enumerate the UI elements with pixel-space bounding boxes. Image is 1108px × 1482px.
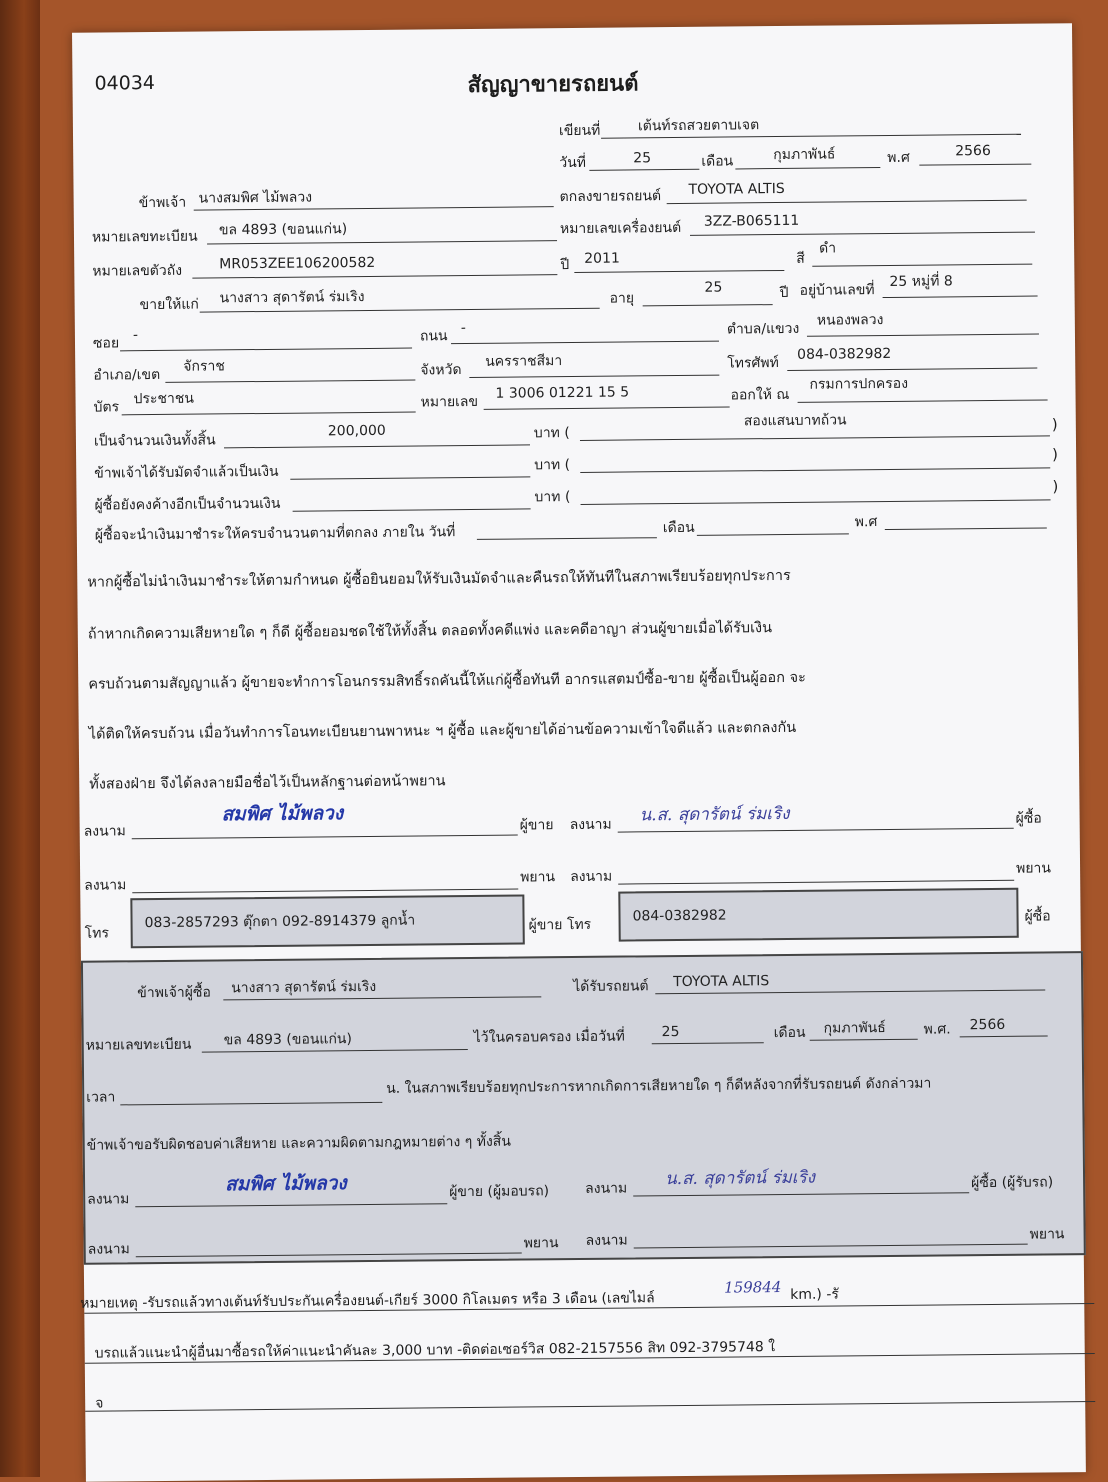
possess-date-label: ไว้ในครอบครอง เมื่อวันที่ (473, 1028, 625, 1046)
seller-deliver-label: ผู้ขาย (ผู้มอบรถ) (449, 1183, 550, 1201)
sign-label-seller: ลงนาม (83, 823, 126, 840)
id-value: 1 3006 01221 15 5 (495, 384, 630, 402)
document-number: 04034 (94, 72, 156, 95)
district-line (165, 380, 415, 383)
written-at-value: เต้นท์รถสวยตาบเจต (637, 117, 760, 135)
terms-line-4: ได้ติดให้ครบถ้วน เมื่อวันทำการโอนทะเบียนยานพาหนะ ฯ ผู้ซื้อ และผู้ขายได้อ่านข้อความเข้าใจดีแล้ว และตกลงกัน (88, 719, 797, 743)
engine-line (690, 232, 1035, 236)
witness-2-line (618, 880, 1014, 885)
buyer-phone-box (618, 888, 1018, 942)
remaining-baht-label: บาท ( (534, 489, 571, 506)
due-date-label: ผู้ซื้อจะนำเงินมาชำระให้ครบจำนวนตามที่ตกลง ภายใน วันที่ (94, 524, 456, 544)
subdistrict-line (807, 334, 1039, 337)
condition-text: น. ในสภาพเรียบร้อยทุกประการหากเกิดการเสียหายใด ๆ ก็ดีหลังจากที่รับรถยนต์ ดังกล่าวมา (386, 1075, 932, 1097)
phone-line (787, 368, 1037, 371)
age-label: อายุ (609, 290, 635, 307)
receipt-sign-label-buyer: ลงนาม (585, 1180, 628, 1197)
total-text-line (580, 435, 1050, 441)
deposit-line (290, 476, 530, 479)
terms-line-1: หากผู้ซื้อไม่นำเงินมาชำระให้ตามกำหนด ผู้ซื้อยินยอมให้รับเงินมัดจำและคืนรถให้ทันทีในสภาพเรียบร้อยทุกประการ (87, 567, 791, 591)
engine-label: หมายเลขเครื่องยนต์ (559, 219, 682, 238)
terms-line-3: ครบถ้วนตามสัญญาแล้ว ผู้ขายจะทำการโอนกรรมสิทธิ์รถคันนี้ให้แก่ผู้ซื้อทันที อากรแสตมป์ซื้อ-ขาย ผู้ซื้อเป็นผู้ออก จะ (88, 669, 806, 693)
deposit-label: ข้าพเจ้าได้รับมัดจำแล้วเป็นเงิน (94, 463, 279, 482)
phone-label: โทรศัพท์ (727, 355, 779, 372)
receipt-sign-label-seller: ลงนาม (87, 1191, 130, 1208)
possess-month-label: เดือน (773, 1024, 806, 1042)
remarks-line-2: บรถแล้วแนะนำผู้อื่นมาซื้อรถให้ค่าแนะนำคันละ 3,000 บาท -ติดต่อเซอร์วิส 082-2157556 สิท 092-3795748 ใ (94, 1339, 776, 1362)
receipt-witness-2-label: พยาน (1029, 1226, 1065, 1243)
total-value: 200,000 (327, 422, 386, 440)
soi-label: ซอย (92, 335, 120, 352)
date-day-line (589, 169, 699, 171)
phone-value: 084-0382982 (797, 345, 892, 363)
date-day-label: วันที่ (559, 154, 587, 172)
sign-label-buyer: ลงนาม (569, 816, 612, 834)
receipt-witness-1-line (136, 1253, 522, 1258)
remarks-line-1a: หมายเหตุ -รับรถแล้วทางเต้นท์รับประกันเครื่องยนต์-เกียร์ 3000 กิโลเมตร หรือ 3 เดือน (เลขไมล์ (80, 1290, 655, 1312)
seller-sign-line (132, 835, 518, 840)
document-title: สัญญาขายรถยนต์ (467, 71, 639, 99)
date-year-line (919, 164, 1031, 166)
sell-to-line (200, 308, 600, 313)
remaining-line (293, 508, 531, 511)
issued-value: กรมการปกครอง (809, 375, 909, 393)
province-value: นครราชสีมา (485, 353, 563, 370)
terms-line-2: ถ้าหากเกิดความเสียหายใด ๆ ก็ดี ผู้ซื้อยอมชดใช้ให้ทั้งสิ้น ตลอดทั้งคดีแพ่ง และคดีอาญา ส่วนผู้ขายเมื่อได้รับเงิน (87, 620, 773, 643)
car-year-line (574, 270, 784, 273)
receipt-witness-2-line (634, 1244, 1028, 1249)
deposit-text-line (580, 467, 1050, 473)
possess-day-value: 25 (661, 1024, 680, 1041)
possess-year-line (960, 1035, 1048, 1037)
received-car-value: TOYOTA ALTIS (673, 973, 770, 991)
car-model: TOYOTA ALTIS (688, 180, 785, 198)
reg-value: ขล 4893 (ขอนแก่น) (218, 221, 348, 239)
deposit-close-paren: ) (1052, 445, 1059, 464)
receipt-buyer-label: ข้าพเจ้าผู้ซื้อ (137, 984, 211, 1002)
date-month-label: เดือน (701, 153, 734, 170)
buyer-phone-value: 084-0382982 (632, 907, 727, 925)
remaining-text-line (581, 499, 1051, 505)
years-label: ปี (779, 284, 789, 302)
due-year-line (885, 527, 1047, 530)
id-label: หมายเลข (420, 393, 479, 411)
province-line (469, 375, 719, 378)
province-label: จังหวัด (420, 362, 462, 379)
due-month-label: เดือน (662, 519, 695, 537)
sign-label-witness-1: ลงนาม (84, 877, 127, 894)
chassis-line (192, 274, 557, 279)
seller-phone-label: ผู้ขาย โทร (528, 916, 592, 934)
remarks-line-3-rule (85, 1401, 1095, 1412)
remarks-line-1b: km.) -รั (790, 1286, 839, 1303)
seller-phones-box (130, 894, 524, 948)
house-label: อยู่บ้านเลขที่ (799, 282, 875, 299)
issued-label: ออกให้ ณ (730, 386, 790, 404)
car-receipt-section (81, 951, 1086, 1265)
car-color-value: ดำ (819, 240, 837, 257)
due-year-label: พ.ศ (854, 514, 878, 531)
issued-line (798, 399, 1048, 402)
soi-line (120, 348, 412, 352)
road-line (451, 341, 719, 345)
age-value: 25 (704, 279, 723, 296)
age-line (643, 304, 773, 306)
phones-label: โทร (84, 925, 110, 942)
card-label: บัตร (93, 399, 120, 416)
reg-label: หมายเลขทะเบียน (91, 228, 198, 246)
car-color-line (812, 264, 1032, 267)
buyer-role-label: ผู้ซื้อ (1015, 810, 1042, 827)
possess-year-value: 2566 (969, 1016, 1006, 1034)
receipt-sign-label-witness-2: ลงนาม (585, 1232, 628, 1249)
due-month-line (697, 533, 849, 535)
seller-name: นางสมพิศ ไม้พลวง (198, 189, 313, 207)
card-value: ประชาชน (133, 390, 194, 408)
agree-sell-line (667, 200, 1027, 204)
receipt-witness-1-label: พยาน (523, 1235, 559, 1252)
card-line (122, 412, 416, 416)
time-label: เวลา (86, 1089, 116, 1106)
road-value: - (460, 320, 467, 337)
witness-2-label: พยาน (1016, 860, 1052, 877)
buyer-receive-label: ผู้ซื้อ (ผู้รับรถ) (971, 1174, 1054, 1192)
deposit-baht-label: บาท ( (534, 457, 571, 474)
witness-1-label: พยาน (520, 869, 556, 886)
received-car-label: ได้รับรถยนต์ (573, 978, 649, 996)
total-close-paren: ) (1051, 415, 1058, 434)
engine-value: 3ZZ-B065111 (703, 212, 800, 230)
subdistrict-value: หนองพลวง (816, 312, 884, 329)
car-year-label: ปี (560, 257, 570, 274)
house-line (883, 296, 1038, 298)
remarks-line-3: จ (95, 1395, 104, 1412)
remaining-label: ผู้ซื้อยังคงค้างอีกเป็นจำนวนเงิน (94, 495, 281, 514)
seller-signature: สมพิศ ไม้พลวง (221, 802, 344, 826)
sell-to-label: ขายให้แก่ (139, 296, 199, 314)
subdistrict-label: ตำบล/แขวง (726, 320, 800, 338)
buyer-phone-label: ผู้ซื้อ (1024, 908, 1051, 925)
reg-line (207, 240, 557, 244)
receipt-sign-label-witness-1: ลงนาม (87, 1241, 130, 1258)
receipt-reg-value: ขล 4893 (ขอนแก่น) (223, 1031, 353, 1049)
district-value: จักราช (183, 358, 225, 375)
terms-line-5: ทั้งสองฝ่าย จึงได้ลงลายมือชื่อไว้เป็นหลักฐานต่อหน้าพยาน (89, 773, 446, 793)
soi-value: - (132, 327, 139, 344)
date-month-value: กุมภาพันธ์ (773, 146, 836, 164)
seller-phones-value: 083-2857293 ตุ๊กตา 092-8914379 ลูกน้ำ (144, 912, 416, 932)
id-line (484, 407, 730, 410)
district-label: อำเภอ/เขต (93, 366, 161, 384)
road-label: ถนน (419, 328, 448, 345)
agree-sell-label: ตกลงขายรถยนต์ (559, 188, 662, 206)
house-value: 25 หมู่ที่ 8 (889, 273, 953, 290)
total-label: เป็นจำนวนเงินทั้งสิ้น (93, 432, 216, 450)
date-year-label: พ.ศ (887, 149, 910, 166)
buyer-sign-line (618, 828, 1014, 833)
remaining-close-paren: ) (1052, 477, 1059, 496)
chassis-value: MR053ZEE106200582 (219, 254, 376, 273)
mileage-value: 159844 (724, 1278, 782, 1297)
contract-paper (72, 23, 1086, 1482)
date-month-line (735, 167, 880, 169)
liability-text: ข้าพเจ้าขอรับผิดชอบค่าเสียหาย และความผิดตามกฎหมายต่าง ๆ ทั้งสิ้น (86, 1133, 511, 1154)
receipt-reg-label: หมายเลขทะเบียน (85, 1036, 192, 1054)
total-baht-label: บาท ( (533, 425, 570, 442)
receipt-seller-signature: สมพิศ ไม้พลวง (224, 1172, 347, 1196)
total-line (224, 444, 530, 448)
possess-month-line (810, 1039, 918, 1041)
seller-role-label: ผู้ขาย (519, 817, 554, 834)
receipt-buyer-signature: น.ส. สุดารัตน์ ร่มเริง (664, 1167, 816, 1190)
date-day-value: 25 (633, 150, 652, 167)
receipt-buyer-line (223, 996, 541, 1000)
seller-label: ข้าพเจ้า (138, 194, 187, 212)
sign-label-witness-2: ลงนาม (570, 868, 613, 886)
possess-year-label: พ.ศ. (923, 1021, 951, 1038)
time-line (120, 1102, 382, 1106)
receipt-buyer-name: นางสาว สุดารัตน์ ร่มเริง (231, 978, 377, 997)
car-year-value: 2011 (584, 250, 620, 267)
total-text-value: สองแสนบาทถ้วน (743, 412, 847, 430)
possess-day-line (652, 1042, 764, 1044)
buyer-name: นางสาว สุดารัตน์ ร่มเริง (219, 289, 365, 307)
car-color-label: สี (796, 250, 805, 267)
written-at-label: เขียนที่ (558, 122, 601, 140)
possess-month-value: กุมภาพันธ์ (823, 1020, 886, 1037)
wood-background-edge (0, 0, 40, 1477)
buyer-signature: น.ส. สุดารัตน์ ร่มเริง (639, 803, 790, 826)
receipt-reg-line (202, 1049, 468, 1053)
receipt-buyer-sign-line (633, 1192, 969, 1196)
chassis-label: หมายเลขตัวถัง (92, 262, 183, 280)
witness-1-line (132, 889, 518, 894)
receipt-seller-sign-line (135, 1203, 447, 1207)
due-day-line (477, 537, 657, 540)
date-year-value: 2566 (955, 142, 991, 160)
